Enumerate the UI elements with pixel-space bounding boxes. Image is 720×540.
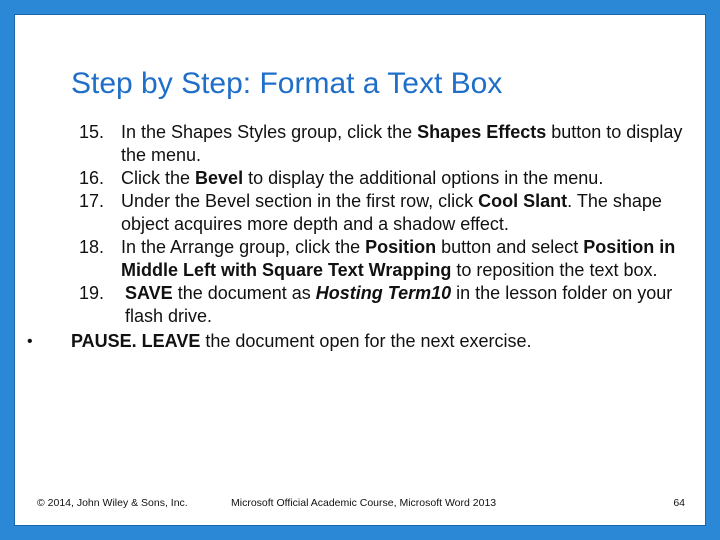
slide-canvas — [14, 14, 706, 526]
step-17 — [15, 190, 705, 236]
step-15 — [15, 121, 705, 167]
step-18 — [15, 236, 705, 282]
step-text — [121, 190, 701, 236]
step-text — [121, 167, 701, 190]
step-number: 18. — [79, 237, 105, 257]
bullet-text-segment: the document open for the next exercise. — [200, 331, 532, 351]
slide-content — [15, 121, 705, 353]
step-19 — [15, 282, 705, 328]
bullet-icon: • — [27, 333, 33, 350]
step-text-segment: In the Shapes Styles group, click the — [121, 122, 418, 142]
step-text-segment: button and select — [436, 237, 584, 257]
step-text-segment: SAVE — [125, 283, 173, 303]
step-text-segment: button to display the menu. — [121, 122, 683, 165]
step-number: 15. — [79, 122, 105, 142]
step-text-segment: in the lesson folder on your flash drive. — [125, 283, 673, 326]
footer-course: Microsoft Official Academic Course, Microsoft Word 2013 — [231, 497, 497, 509]
step-text-segment: Position — [365, 237, 437, 257]
bullet-text — [71, 330, 691, 353]
slide-title: Step by Step: Format a Text Box — [71, 67, 503, 100]
bullet-item — [15, 330, 705, 353]
step-text-segment: Under the Bevel section in the first row, click — [121, 191, 479, 211]
step-text-segment: Click the — [121, 168, 196, 188]
step-number: 16. — [79, 168, 105, 188]
step-text — [125, 282, 705, 328]
step-number: 17. — [79, 191, 105, 211]
step-text-segment: Cool Slant — [478, 191, 568, 211]
step-number: 19. — [79, 283, 105, 303]
footer-copyright: © 2014, John Wiley & Sons, Inc. — [37, 497, 188, 509]
step-text-segment: Shapes Effects — [417, 122, 547, 142]
step-text-segment: the document as — [172, 283, 316, 303]
bullet-text-segment: PAUSE. LEAVE — [71, 331, 201, 351]
step-text-segment: Position in Middle Left with Square Text Wrapping — [121, 237, 676, 280]
step-text-segment: In the Arrange group, click the — [121, 237, 366, 257]
footer-page-number: 64 — [673, 497, 685, 509]
step-text — [121, 121, 701, 167]
step-16 — [15, 167, 705, 190]
step-text-segment: Hosting Term10 — [315, 283, 452, 303]
step-text-segment: to reposition the text box. — [451, 260, 658, 280]
step-text-segment: Bevel — [195, 168, 244, 188]
step-text — [121, 236, 701, 282]
step-text-segment: to display the additional options in the menu. — [243, 168, 604, 188]
step-text-segment: . The shape object acquires more depth and a shadow effect. — [121, 191, 662, 234]
